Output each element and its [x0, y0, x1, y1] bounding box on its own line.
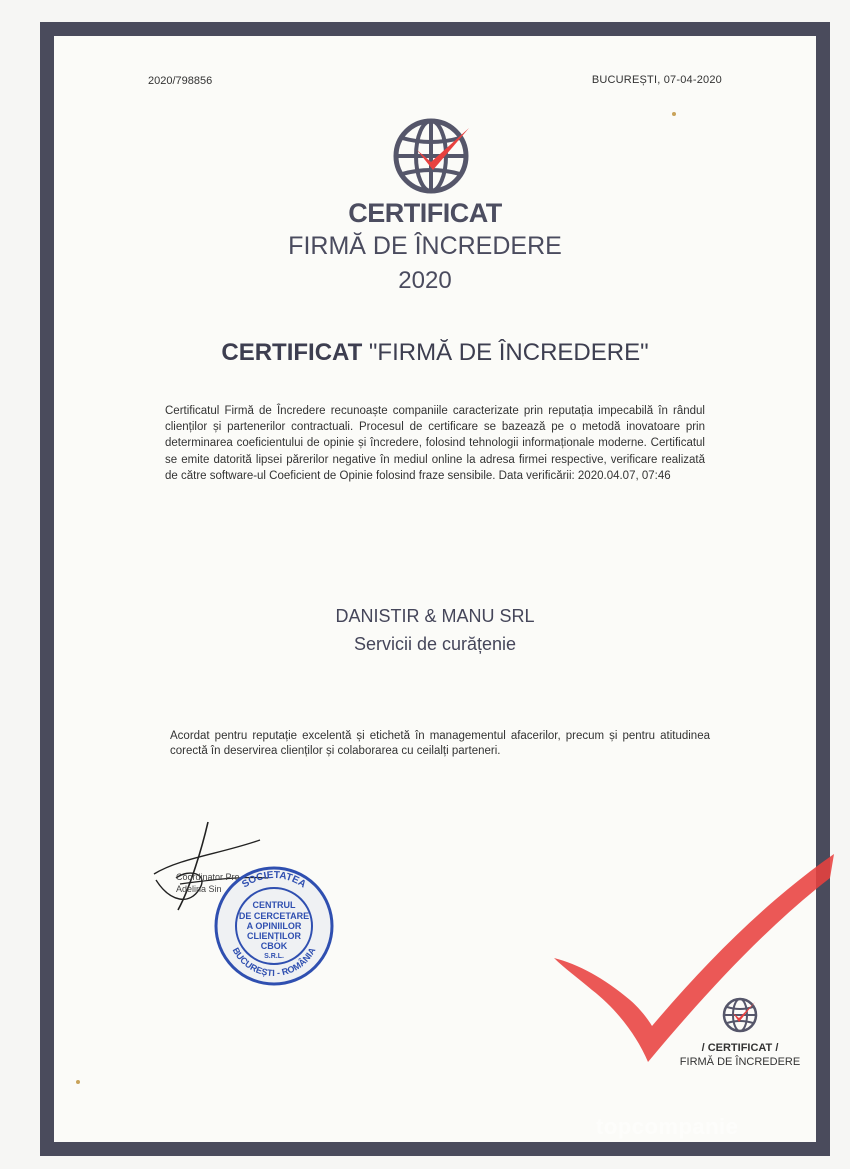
certificate-subtitle: FIRMĂ DE ÎNCREDERE: [288, 232, 562, 260]
signatory-role: Coordinator Pro: [176, 872, 240, 882]
badge-line-1: / CERTIFICAT /: [701, 1042, 779, 1054]
certificate-title: CERTIFICAT: [348, 198, 502, 228]
company-stamp-icon: [212, 864, 336, 988]
mini-globe-icon: [721, 996, 759, 1034]
watermark: topcompanie: [596, 1114, 739, 1139]
red-checkmark-icon: [548, 850, 838, 1065]
award-text: Acordat pentru reputație excelentă și etichetă în managementul afacerilor, precum și pentru atitudinea corectă în deservirea clienților și colaborarea cu ceilalți parteneri.: [170, 730, 710, 757]
place-date: BUCUREȘTI, 07-04-2020: [591, 74, 722, 86]
svg-text:CLIENȚILOR: CLIENȚILOR: [247, 931, 301, 941]
company-activity: Servicii de curățenie: [353, 634, 517, 654]
certificate-year: 2020: [398, 267, 452, 294]
certificate-description: Certificatul Firmă de Încredere recunoaște companiile caracterizate prin reputația impecabilă în rândul clienților și partenerilor contractuali. Procesul de certificare se bazează pe o metodă inovatoare prin determinarea coeficientului de opinie și încredere, folosind tehnologii informaționale moderne. Certificatul se emite datorită lipsei părerilor negative în mediul online la adresa firmei respective, verificare realizată de către software-ul Coeficient de Opinie folosind fraze sensibile. Data verificării: 2020.04.07, 07:46: [165, 405, 705, 482]
svg-text:CENTRUL: CENTRUL: [252, 900, 296, 910]
paper-speck: [76, 1080, 80, 1084]
heading-quoted: "FIRMĂ DE ÎNCREDERE": [362, 339, 649, 366]
svg-text:BUCUREȘTI - ROMÂNIA: BUCUREȘTI - ROMÂNIA: [230, 945, 318, 979]
svg-text:DE CERCETARE: DE CERCETARE: [238, 911, 310, 921]
company-name: DANISTIR & MANU SRL: [335, 606, 535, 626]
certificate-heading: [0, 339, 850, 367]
badge-line-2: FIRMĂ DE ÎNCREDERE: [679, 1056, 801, 1068]
svg-text:A OPINIILOR: A OPINIILOR: [246, 921, 302, 931]
svg-text:S.R.L.: S.R.L.: [264, 953, 284, 960]
svg-text:SOCIETATEA: SOCIETATEA: [240, 869, 308, 891]
signatory-name: Adelina Sin: [176, 884, 222, 894]
heading-bold: CERTIFICAT: [221, 339, 363, 366]
certificate-reference: 2020/798856: [148, 75, 213, 87]
globe-check-icon: [393, 116, 473, 196]
certificate-badge-label: [655, 1041, 825, 1069]
paper-speck: [672, 112, 676, 116]
svg-text:CBOK: CBOK: [260, 941, 288, 951]
